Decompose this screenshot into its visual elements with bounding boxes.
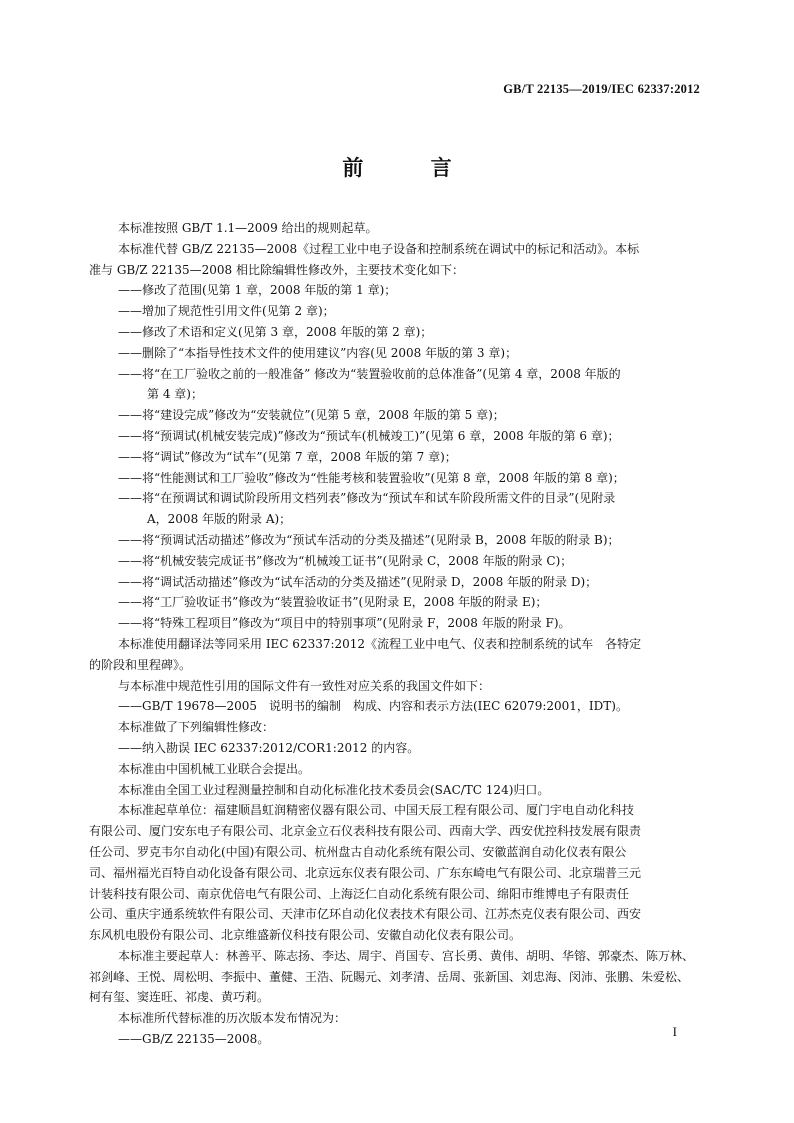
body-line: 本标准由中国机械工业联合会提出。	[118, 761, 311, 776]
change-item: ——将“特殊工程项目”修改为“项目中的特别事项”(见附录 F，2008 年版的附录 F)。	[118, 616, 571, 631]
change-item: ——将“性能测试和工厂验收”修改为“性能考核和装置验收”(见第 8 章，2008 年版的第 8 章)；	[118, 470, 625, 485]
change-item: ——删除了“本指导性技术文件的使用建议”内容(见 2008 年版的第 3 章)；	[118, 345, 518, 360]
change-item: ——将“预调试(机械安装完成)”修改为“预试车(机械竣工)”(见第 6 章，2008 年版的第 6 章)；	[118, 428, 620, 443]
change-item: ——增加了规范性引用文件(见第 2 章)；	[118, 304, 335, 319]
page-title: 前 言	[342, 156, 482, 180]
body-line: 本标准按照 GB/T 1.1—2009 给出的规则起草。	[118, 221, 378, 235]
change-item: ——将“在预调试和调试阶段所用文档列表”修改为“预试车和试车阶段所需文件的目录”(见附录	[118, 491, 616, 506]
edit-item: ——纳入勘误 IEC 62337:2012/COR1:2012 的内容。	[118, 740, 420, 755]
change-item: ——将“机械安装完成证书”修改为“机械竣工证书”(见附录 C，2008 年版的附录 C)；	[118, 553, 573, 568]
change-item: ——将“工厂验收证书”修改为“装置验收证书”(见附录 E，2008 年版的附录 E)；	[118, 595, 548, 610]
change-item: ——将“建设完成”修改为“安装就位”(见第 5 章，2008 年版的第 5 章)；	[118, 408, 505, 423]
body-line: 与本标准中规范性引用的国际文件有一致性对应关系的我国文件如下：	[118, 678, 491, 693]
body-line: 祁剑峰、王悦、周松明、李振中、董健、王浩、阮賜元、刘孝清、岳周、张新国、刘忠海、闵沛、张鹏、朱爱松、	[89, 969, 690, 984]
page-number: I	[672, 1024, 677, 1039]
body-line: 准与 GB/Z 22135—2008 相比除编辑性修改外，主要技术变化如下：	[89, 262, 464, 277]
body-line: 计装科技有限公司、南京优倍电气有限公司、上海泛仁自动化系统有限公司、绵阳市维博电子有限责任	[89, 886, 630, 901]
change-item: ——将“预调试活动描述”修改为“预试车活动的分类及描述”(见附录 B，2008 年版的附录 B)；	[118, 532, 620, 547]
change-item: ——将“调试”修改为“试车”(见第 7 章，2008 年版的第 7 章)；	[118, 449, 457, 464]
change-item: ——将“调试活动描述”修改为“试车活动的分类及描述”(见附录 D，2008 年版的附录 D)；	[118, 574, 598, 589]
body-line: 的阶段和里程碑》。	[89, 657, 192, 672]
change-item: ——修改了范围(见第 1 章，2008 年版的第 1 章)；	[118, 283, 397, 298]
body-line: 本标准使用翻译法等同采用 IEC 62337:2012《流程工业中电气、仪表和控制系统的试车 各特定	[118, 636, 642, 651]
body-line: 东风机电股份有限公司、北京维盛新仪科技有限公司、安徽自动化仪表有限公司。	[89, 928, 522, 943]
body-line: 本标准主要起草人：林善平、陈志扬、李达、周宇、肖国专、宫长勇、黄伟、胡明、华镕、郭豪杰、陈万林、	[118, 948, 695, 963]
change-item-continuation: A，2008 年版的附录 A)；	[147, 512, 292, 527]
body-line: 司、福州福光百特自动化设备有限公司、北京远东仪表有限公司、广东东崎电气有限公司、北京瑞普三元	[89, 865, 642, 880]
reference-item: ——GB/T 19678—2005 说明书的编制 构成、内容和表示方法(IEC 62079:2001，IDT)。	[118, 699, 628, 714]
preface-body	[89, 218, 705, 1050]
body-line: 柯有玺、窦连旺、祁虔、黄巧莉。	[89, 990, 270, 1005]
body-line: 本标准起草单位：福建顺昌虹润精密仪器有限公司、中国天辰工程有限公司、厦门宇电自动化科技	[118, 803, 635, 818]
body-line: 本标准做了下列编辑性修改：	[118, 720, 275, 735]
change-item: ——修改了术语和定义(见第 3 章，2008 年版的第 2 章)；	[118, 324, 433, 339]
body-line: 本标准由全国工业过程测量控制和自动化标准化技术委员会(SAC/TC 124)归口。	[118, 782, 550, 797]
body-line: 本标准所代替标准的历次版本发布情况为：	[118, 1011, 347, 1026]
change-item-continuation: 第 4 章)；	[147, 387, 203, 402]
change-item: ——将“在工厂验收之前的一般准备” 修改为“装置验收前的总体准备”(见第 4 章，2008 年版的	[118, 366, 621, 381]
body-line: 任公司、罗克韦尔自动化(中国)有限公司、杭州盘古自动化系统有限公司、安徽蓝润自动化仪表有限公	[89, 844, 627, 859]
history-item: ——GB/Z 22135—2008。	[118, 1032, 270, 1047]
body-line: 有限公司、厦门安东电子有限公司、北京金立石仪表科技有限公司、西南大学、西安优控科技发展有限责	[89, 824, 642, 839]
body-line: 公司、重庆宇通系统软件有限公司、天津市亿环自动化仪表技术有限公司、江苏杰克仪表有限公司、西安	[89, 907, 642, 922]
standard-code: GB/T 22135—2019/IEC 62337:2012	[503, 82, 700, 96]
body-line: 本标准代替 GB/Z 22135—2008《过程工业中电子设备和控制系统在调试中的标记和活动》。本标	[118, 241, 640, 256]
